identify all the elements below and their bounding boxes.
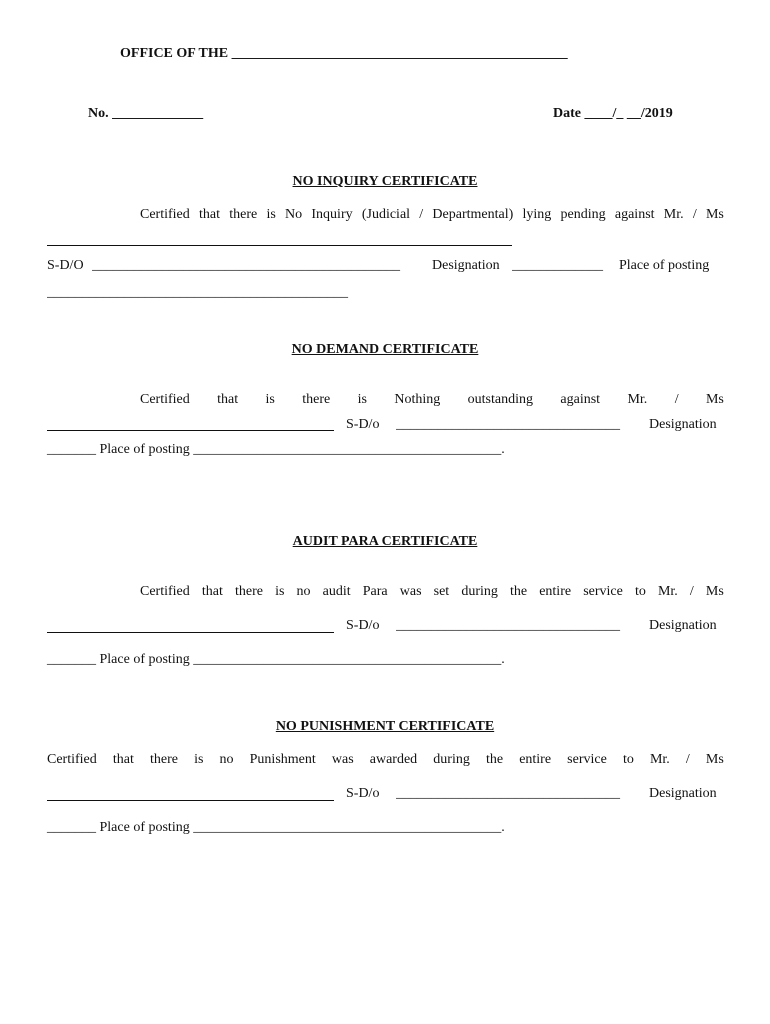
statement-word: Ms	[705, 392, 724, 407]
statement-word: to	[622, 752, 634, 767]
statement-word: Inquiry	[311, 207, 353, 222]
statement-word: /	[692, 207, 697, 222]
no-demand-sdo-blank: ________________________________	[396, 417, 620, 432]
statement-word: audit	[322, 584, 351, 599]
no-demand-posting-blank: ____________________________________________.	[193, 442, 505, 457]
statement-word: there	[234, 584, 263, 599]
no-punishment-sdo-label: S-D/o	[346, 786, 380, 801]
statement-word: no	[219, 752, 234, 767]
date-field: Date ____/_ __/2019	[553, 106, 673, 121]
audit-para-posting-row	[47, 652, 505, 668]
office-name-blank: ________________________________________________	[231, 46, 568, 61]
no-inquiry-statement	[140, 207, 724, 223]
no-punishment-statement	[47, 752, 724, 768]
no-inquiry-posting-blank: ___________________________________________	[47, 285, 348, 300]
no-inquiry-sdo-label: S-D/O	[47, 258, 84, 273]
no-inquiry-designation-blank: _____________	[512, 258, 603, 273]
statement-word: against	[614, 207, 655, 222]
no-demand-place-label: Place of posting	[99, 442, 190, 457]
no-inquiry-sdo-blank: ____________________________________________	[92, 258, 400, 273]
no-inquiry-designation-label: Designation	[432, 258, 500, 273]
statement-word: there	[302, 392, 331, 407]
statement-word: during	[433, 752, 470, 767]
number-field: No. _____________	[88, 106, 204, 121]
statement-word: entire	[519, 752, 552, 767]
statement-word: /	[419, 207, 424, 222]
audit-para-designation-label: Designation	[649, 618, 717, 633]
statement-word: Punishment	[249, 752, 316, 767]
statement-word: Departmental)	[432, 207, 514, 222]
statement-word: to	[634, 584, 646, 599]
no-punishment-title: NO PUNISHMENT CERTIFICATE	[275, 719, 495, 734]
statement-word: the	[485, 752, 504, 767]
name-line	[47, 245, 512, 246]
no-punishment-name-line	[47, 800, 334, 801]
statement-word: Ms	[705, 584, 724, 599]
statement-word: that	[217, 392, 239, 407]
statement-word: set	[433, 584, 450, 599]
statement-word: Certified	[47, 752, 97, 767]
statement-word: there	[149, 752, 178, 767]
statement-word: entire	[539, 584, 572, 599]
audit-para-statement	[140, 584, 724, 600]
no-punishment-sdo-blank: ________________________________	[396, 786, 620, 801]
statement-word: Certified	[140, 207, 190, 222]
statement-word: /	[685, 752, 690, 767]
statement-word: no	[296, 584, 311, 599]
audit-para-designation-blank: _______	[47, 652, 96, 667]
statement-word: /	[674, 392, 679, 407]
audit-para-sdo-label: S-D/o	[346, 618, 380, 633]
no-demand-statement	[140, 392, 724, 408]
audit-para-posting-blank: ____________________________________________.	[193, 652, 505, 667]
statement-word: was	[399, 584, 422, 599]
statement-word: against	[560, 392, 601, 407]
no-punishment-place-label: Place of posting	[99, 820, 190, 835]
no-demand-sdo-label: S-D/o	[346, 417, 380, 432]
statement-word: No	[285, 207, 303, 222]
office-header	[120, 46, 568, 62]
statement-word: /	[689, 584, 694, 599]
no-demand-designation-blank: _______	[47, 442, 96, 457]
audit-para-sdo-blank: ________________________________	[396, 618, 620, 633]
statement-word: Mr.	[649, 752, 670, 767]
no-demand-name-line	[47, 430, 334, 431]
statement-word: Para	[362, 584, 388, 599]
no-demand-title: NO DEMAND CERTIFICATE	[291, 342, 479, 357]
no-punishment-posting-row	[47, 820, 505, 836]
statement-word: Ms	[705, 752, 724, 767]
statement-word: is	[275, 584, 285, 599]
statement-word: (Judicial	[361, 207, 411, 222]
statement-word: that	[201, 584, 223, 599]
audit-para-place-label: Place of posting	[99, 652, 190, 667]
no-punishment-posting-blank: ____________________________________________.	[193, 820, 505, 835]
statement-word: Certified	[140, 392, 190, 407]
statement-word: the	[509, 584, 528, 599]
statement-word: Ms	[705, 207, 724, 222]
audit-para-title: AUDIT PARA CERTIFICATE	[292, 534, 478, 549]
statement-word: service	[567, 752, 607, 767]
statement-word: Mr.	[657, 584, 678, 599]
office-label: OFFICE OF THE	[120, 46, 229, 61]
statement-word: lying	[522, 207, 552, 222]
statement-word: awarded	[369, 752, 418, 767]
statement-word: Mr.	[627, 392, 648, 407]
statement-word: during	[461, 584, 498, 599]
statement-word: is	[357, 392, 367, 407]
audit-para-name-line	[47, 632, 334, 633]
no-inquiry-title: NO INQUIRY CERTIFICATE	[292, 174, 478, 189]
no-inquiry-place-label: Place of posting	[619, 258, 710, 273]
statement-word: that	[199, 207, 220, 222]
statement-word: Nothing	[394, 392, 441, 407]
statement-word: there	[229, 207, 258, 222]
statement-word: is	[266, 207, 276, 222]
no-punishment-designation-blank: _______	[47, 820, 96, 835]
statement-word: Certified	[140, 584, 190, 599]
statement-word: is	[265, 392, 275, 407]
no-demand-posting-row	[47, 442, 505, 458]
statement-word: pending	[560, 207, 606, 222]
statement-word: outstanding	[467, 392, 534, 407]
statement-word: Mr.	[663, 207, 684, 222]
statement-word: was	[331, 752, 354, 767]
statement-word: service	[583, 584, 623, 599]
statement-word: that	[112, 752, 134, 767]
no-demand-designation-label: Designation	[649, 417, 717, 432]
no-punishment-designation-label: Designation	[649, 786, 717, 801]
statement-word: is	[194, 752, 204, 767]
